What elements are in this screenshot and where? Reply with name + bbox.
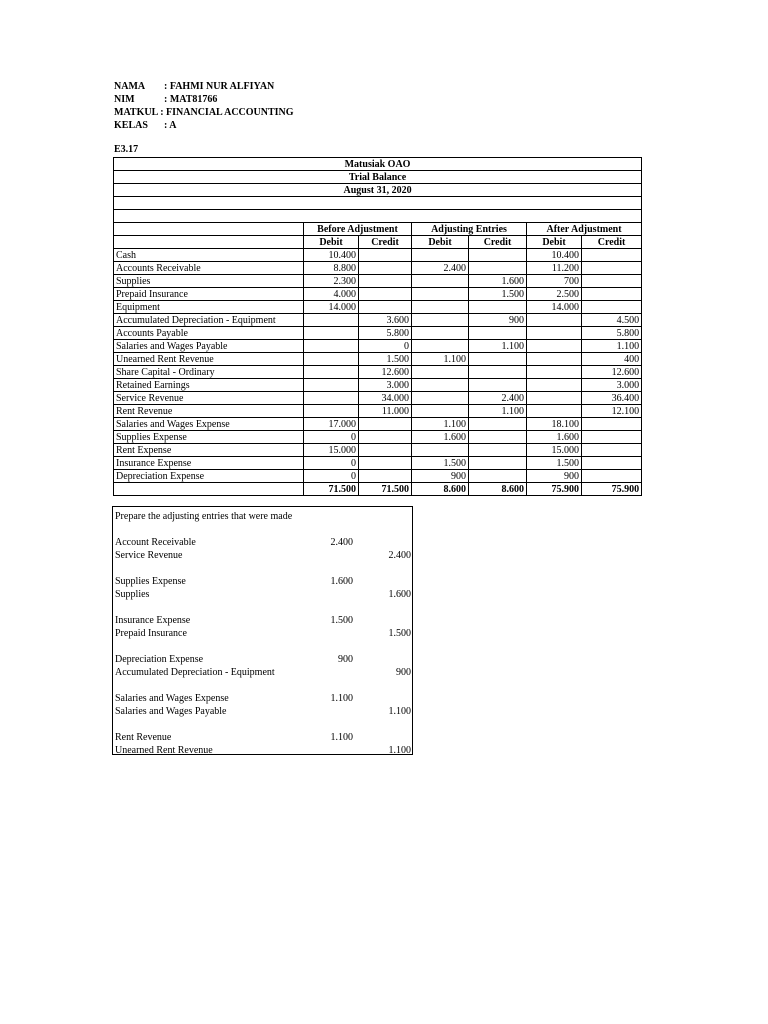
student-header <box>114 80 294 132</box>
amount-cell <box>582 431 642 444</box>
statement-date: August 31, 2020 <box>114 184 642 197</box>
amount-cell <box>582 418 642 431</box>
amount-cell <box>304 353 359 366</box>
account-name: Equipment <box>114 301 304 314</box>
account-name: Rent Revenue <box>114 405 304 418</box>
amount-cell: 4.000 <box>304 288 359 301</box>
amount-cell: 0 <box>304 431 359 444</box>
table-row <box>114 327 642 340</box>
amount-cell <box>359 418 412 431</box>
amount-cell <box>304 379 359 392</box>
subhead-credit: Credit <box>582 236 642 249</box>
amount-cell <box>582 262 642 275</box>
amount-cell: 10.400 <box>304 249 359 262</box>
amount-cell <box>582 275 642 288</box>
amount-cell: 1.500 <box>527 457 582 470</box>
amount-cell: 17.000 <box>304 418 359 431</box>
amount-cell <box>582 470 642 483</box>
table-row <box>114 353 642 366</box>
amount-cell <box>412 366 469 379</box>
debit-account: Depreciation Expense <box>115 654 204 665</box>
account-name: Supplies Expense <box>114 431 304 444</box>
nama-row <box>114 80 294 93</box>
nim-row <box>114 93 294 106</box>
debit-amount: 2.400 <box>330 537 353 548</box>
table-row <box>114 314 642 327</box>
credit-account: Accumulated Depreciation - Equipment <box>115 667 275 678</box>
credit-account: Supplies <box>115 589 150 600</box>
amount-cell: 1.500 <box>469 288 527 301</box>
amount-cell <box>469 301 527 314</box>
amount-cell <box>412 314 469 327</box>
amount-cell: 18.100 <box>527 418 582 431</box>
account-name: Accumulated Depreciation - Equipment <box>114 314 304 327</box>
credit-amount: 1.100 <box>388 706 411 717</box>
amount-cell: 3.000 <box>359 379 412 392</box>
debit-amount: 1.500 <box>330 615 353 626</box>
amount-cell <box>469 457 527 470</box>
date-row <box>114 184 642 197</box>
amount-cell <box>469 431 527 444</box>
amount-cell: 12.600 <box>359 366 412 379</box>
table-row <box>114 457 642 470</box>
amount-cell: 900 <box>412 470 469 483</box>
credit-amount: 1.500 <box>388 628 411 639</box>
amount-cell <box>469 262 527 275</box>
amount-cell <box>359 301 412 314</box>
amount-cell: 3.000 <box>582 379 642 392</box>
amount-cell <box>469 327 527 340</box>
blank-row <box>114 197 642 210</box>
amount-cell: 12.600 <box>582 366 642 379</box>
subhead-debit: Debit <box>412 236 469 249</box>
total-cell: 71.500 <box>359 483 412 496</box>
amount-cell: 0 <box>359 340 412 353</box>
debit-amount: 1.100 <box>330 732 353 743</box>
amount-cell: 15.000 <box>527 444 582 457</box>
amount-cell <box>304 340 359 353</box>
amount-cell: 12.100 <box>582 405 642 418</box>
title-row <box>114 171 642 184</box>
table-row <box>114 275 642 288</box>
credit-account: Unearned Rent Revenue <box>115 745 213 756</box>
credit-account: Salaries and Wages Payable <box>115 706 227 717</box>
table-row <box>114 379 642 392</box>
amount-cell: 2.500 <box>527 288 582 301</box>
amount-cell <box>304 405 359 418</box>
amount-cell: 1.100 <box>469 405 527 418</box>
amount-cell: 0 <box>304 457 359 470</box>
amount-cell: 2.300 <box>304 275 359 288</box>
amount-cell <box>527 379 582 392</box>
amount-cell <box>469 366 527 379</box>
amount-cell: 14.000 <box>304 301 359 314</box>
total-cell: 8.600 <box>412 483 469 496</box>
subheader-row <box>114 236 642 249</box>
trial-balance-table <box>113 157 642 496</box>
account-name: Insurance Expense <box>114 457 304 470</box>
amount-cell <box>412 340 469 353</box>
adjusting-entries-box <box>112 506 413 755</box>
group-before: Before Adjustment <box>304 223 412 236</box>
debit-account: Insurance Expense <box>115 615 191 626</box>
amount-cell <box>359 288 412 301</box>
amount-cell: 36.400 <box>582 392 642 405</box>
table-row <box>114 301 642 314</box>
amount-cell: 1.500 <box>359 353 412 366</box>
amount-cell: 2.400 <box>469 392 527 405</box>
table-row <box>114 340 642 353</box>
amount-cell <box>469 470 527 483</box>
amount-cell <box>469 444 527 457</box>
amount-cell: 2.400 <box>412 262 469 275</box>
blank-row <box>114 210 642 223</box>
amount-cell: 8.800 <box>304 262 359 275</box>
debit-account: Rent Revenue <box>115 732 172 743</box>
account-name: Rent Expense <box>114 444 304 457</box>
amount-cell: 1.500 <box>412 457 469 470</box>
credit-account: Prepaid Insurance <box>115 628 187 639</box>
table-row <box>114 431 642 444</box>
account-name: Accounts Receivable <box>114 262 304 275</box>
amount-cell <box>582 457 642 470</box>
totals-row <box>114 483 642 496</box>
amount-cell: 5.800 <box>359 327 412 340</box>
subhead-debit: Debit <box>304 236 359 249</box>
amount-cell <box>469 418 527 431</box>
account-name: Service Revenue <box>114 392 304 405</box>
amount-cell: 34.000 <box>359 392 412 405</box>
amount-cell: 5.800 <box>582 327 642 340</box>
amount-cell <box>359 431 412 444</box>
amount-cell: 14.000 <box>527 301 582 314</box>
nama-value: : FAHMI NUR ALFIYAN <box>164 81 275 92</box>
account-name: Salaries and Wages Expense <box>114 418 304 431</box>
table-row <box>114 418 642 431</box>
total-cell: 75.900 <box>527 483 582 496</box>
amount-cell: 1.600 <box>469 275 527 288</box>
debit-amount: 900 <box>338 654 353 665</box>
account-name: Accounts Payable <box>114 327 304 340</box>
account-name: Share Capital - Ordinary <box>114 366 304 379</box>
subhead-debit: Debit <box>527 236 582 249</box>
amount-cell: 1.600 <box>412 431 469 444</box>
adjusting-entries-title: Prepare the adjusting entries that were made <box>115 511 293 522</box>
company-row <box>114 158 642 171</box>
amount-cell <box>359 457 412 470</box>
amount-cell: 400 <box>582 353 642 366</box>
total-cell: 8.600 <box>469 483 527 496</box>
table-row <box>114 366 642 379</box>
table-row <box>114 405 642 418</box>
kelas-value: : A <box>164 120 177 131</box>
amount-cell <box>527 327 582 340</box>
nim-value: : MAT81766 <box>164 94 218 105</box>
amount-cell <box>582 444 642 457</box>
amount-cell: 10.400 <box>527 249 582 262</box>
table-row <box>114 249 642 262</box>
amount-cell <box>412 249 469 262</box>
amount-cell: 1.100 <box>582 340 642 353</box>
statement-title: Trial Balance <box>114 171 642 184</box>
amount-cell <box>582 249 642 262</box>
total-cell: 71.500 <box>304 483 359 496</box>
amount-cell: 0 <box>304 470 359 483</box>
group-after: After Adjustment <box>527 223 642 236</box>
amount-cell <box>527 353 582 366</box>
subhead-credit: Credit <box>469 236 527 249</box>
amount-cell <box>412 275 469 288</box>
debit-amount: 1.100 <box>330 693 353 704</box>
amount-cell <box>359 470 412 483</box>
table-row <box>114 262 642 275</box>
amount-cell: 4.500 <box>582 314 642 327</box>
account-name: Salaries and Wages Payable <box>114 340 304 353</box>
amount-cell <box>412 301 469 314</box>
account-name: Prepaid Insurance <box>114 288 304 301</box>
amount-cell: 1.100 <box>469 340 527 353</box>
company-name: Matusiak OAO <box>114 158 642 171</box>
amount-cell: 900 <box>527 470 582 483</box>
debit-account: Account Receivable <box>115 537 196 548</box>
amount-cell <box>412 392 469 405</box>
amount-cell: 11.200 <box>527 262 582 275</box>
amount-cell: 1.600 <box>527 431 582 444</box>
debit-account: Supplies Expense <box>115 576 186 587</box>
account-name: Unearned Rent Revenue <box>114 353 304 366</box>
amount-cell: 1.100 <box>412 418 469 431</box>
credit-amount: 1.100 <box>388 745 411 756</box>
amount-cell <box>412 327 469 340</box>
amount-cell <box>412 379 469 392</box>
credit-account: Service Revenue <box>115 550 183 561</box>
debit-account: Salaries and Wages Expense <box>115 693 229 704</box>
amount-cell <box>469 249 527 262</box>
exercise-number: E3.17 <box>114 144 139 155</box>
amount-cell <box>304 366 359 379</box>
total-cell: 75.900 <box>582 483 642 496</box>
matkul-line: MATKUL : FINANCIAL ACCOUNTING <box>114 107 294 118</box>
credit-amount: 900 <box>396 667 411 678</box>
amount-cell: 3.600 <box>359 314 412 327</box>
kelas-label: KELAS <box>114 120 148 131</box>
account-name: Depreciation Expense <box>114 470 304 483</box>
amount-cell <box>304 314 359 327</box>
amount-cell: 11.000 <box>359 405 412 418</box>
credit-amount: 2.400 <box>388 550 411 561</box>
amount-cell <box>359 262 412 275</box>
amount-cell <box>469 353 527 366</box>
amount-cell: 700 <box>527 275 582 288</box>
amount-cell <box>582 301 642 314</box>
credit-amount: 1.600 <box>388 589 411 600</box>
amount-cell <box>359 444 412 457</box>
table-row <box>114 392 642 405</box>
table-row <box>114 470 642 483</box>
group-header-row <box>114 223 642 236</box>
amount-cell <box>527 405 582 418</box>
amount-cell <box>359 249 412 262</box>
nama-label: NAMA <box>114 81 146 92</box>
table-row <box>114 288 642 301</box>
amount-cell <box>527 314 582 327</box>
amount-cell <box>412 405 469 418</box>
account-name: Cash <box>114 249 304 262</box>
table-row <box>114 444 642 457</box>
account-name: Supplies <box>114 275 304 288</box>
amount-cell <box>359 275 412 288</box>
amount-cell: 15.000 <box>304 444 359 457</box>
amount-cell <box>304 392 359 405</box>
account-name: Retained Earnings <box>114 379 304 392</box>
kelas-row <box>114 119 294 132</box>
nim-label: NIM <box>114 94 135 105</box>
amount-cell <box>304 327 359 340</box>
group-adjusting: Adjusting Entries <box>412 223 527 236</box>
amount-cell <box>412 288 469 301</box>
amount-cell <box>582 288 642 301</box>
amount-cell <box>527 366 582 379</box>
amount-cell <box>527 392 582 405</box>
amount-cell <box>527 340 582 353</box>
amount-cell <box>469 379 527 392</box>
subhead-credit: Credit <box>359 236 412 249</box>
amount-cell <box>412 444 469 457</box>
amount-cell: 900 <box>469 314 527 327</box>
matkul-row <box>114 106 294 119</box>
debit-amount: 1.600 <box>330 576 353 587</box>
amount-cell: 1.100 <box>412 353 469 366</box>
